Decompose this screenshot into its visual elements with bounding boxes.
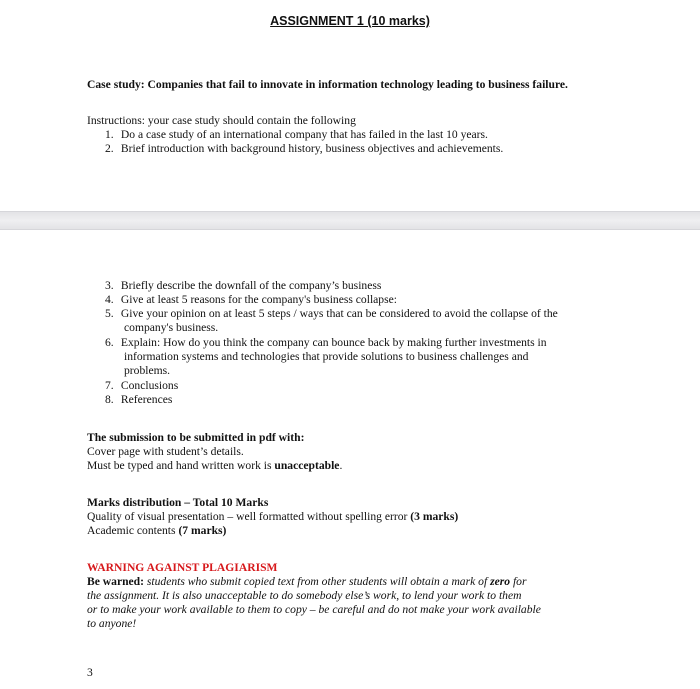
document-page-2 — [0, 230, 700, 689]
item-number: 2. — [105, 142, 114, 155]
quality-marks: (3 marks) — [410, 510, 459, 523]
marks-quality-line — [87, 510, 458, 524]
warning-line-2: the assignment. It is also unacceptable to do somebody else’s work, to lend your work to them — [87, 589, 522, 602]
quality-text: Quality of visual presentation – well formatted without spelling error — [87, 510, 411, 523]
item-text: Give your opinion on at least 5 steps / ways that can be considered to avoid the collapse of the — [120, 307, 558, 320]
instruction-item-5 — [105, 307, 558, 321]
warning-line-3: or to make your work available to them to copy – be careful and do not make your work available — [87, 603, 541, 616]
assignment-title: ASSIGNMENT 1 (10 marks) — [270, 14, 430, 28]
item-number: 1. — [105, 128, 114, 141]
instruction-item-4 — [105, 293, 397, 307]
warning-line-1 — [87, 575, 527, 589]
warning-text: students who submit copied text from other students will obtain a mark of — [144, 575, 491, 588]
instruction-item-6-continued-1: information systems and technologies that provide solutions to business challenges and — [124, 350, 529, 363]
item-text: Briefly describe the downfall of the company’s business — [120, 279, 382, 292]
submission-cover-page: Cover page with student’s details. — [87, 445, 244, 458]
item-number: 5. — [105, 307, 114, 320]
marks-academic-line — [87, 524, 226, 538]
case-study-heading: Case study: Companies that fail to innovate in information technology leading to business failure. — [87, 78, 568, 91]
instruction-item-1 — [105, 128, 488, 142]
item-number: 4. — [105, 293, 114, 306]
warning-line-4: to anyone! — [87, 617, 137, 630]
zero-emphasis: zero — [490, 575, 511, 588]
item-text: Do a case study of an international company that has failed in the last 10 years. — [120, 128, 488, 141]
academic-text: Academic contents — [87, 524, 179, 537]
item-text: References — [120, 393, 173, 406]
warning-text-end: for — [510, 575, 527, 588]
requirement-text: Must be typed and hand written work is — [87, 459, 275, 472]
item-text: Explain: How do you think the company can bounce back by making further investments in — [120, 336, 547, 349]
requirement-end: . — [339, 459, 343, 472]
item-number: 7. — [105, 379, 114, 392]
unacceptable-emphasis: unacceptable — [274, 459, 340, 472]
document-page-1 — [0, 0, 700, 211]
instruction-item-5-continued: company's business. — [124, 321, 219, 334]
item-text: Brief introduction with background history, business objectives and achievements. — [120, 142, 504, 155]
item-text: Conclusions — [120, 379, 179, 392]
instruction-item-7 — [105, 379, 178, 393]
submission-typed-requirement — [87, 459, 342, 473]
item-number: 6. — [105, 336, 114, 349]
instruction-item-6 — [105, 336, 547, 350]
page-separator — [0, 211, 700, 230]
instruction-item-6-continued-2: problems. — [124, 364, 171, 377]
academic-marks: (7 marks) — [178, 524, 227, 537]
instruction-item-3 — [105, 279, 381, 293]
be-warned-label: Be warned: — [87, 575, 144, 588]
item-number: 3. — [105, 279, 114, 292]
instruction-item-2 — [105, 142, 503, 156]
item-number: 8. — [105, 393, 114, 406]
plagiarism-warning-heading: WARNING AGAINST PLAGIARISM — [87, 561, 278, 574]
submission-heading: The submission to be submitted in pdf with: — [87, 431, 305, 444]
instructions-intro: Instructions: your case study should contain the following — [87, 114, 356, 127]
instruction-item-8 — [105, 393, 172, 407]
marks-heading: Marks distribution – Total 10 Marks — [87, 496, 269, 509]
page-number: 3 — [87, 666, 93, 679]
item-text: Give at least 5 reasons for the company's business collapse: — [120, 293, 397, 306]
